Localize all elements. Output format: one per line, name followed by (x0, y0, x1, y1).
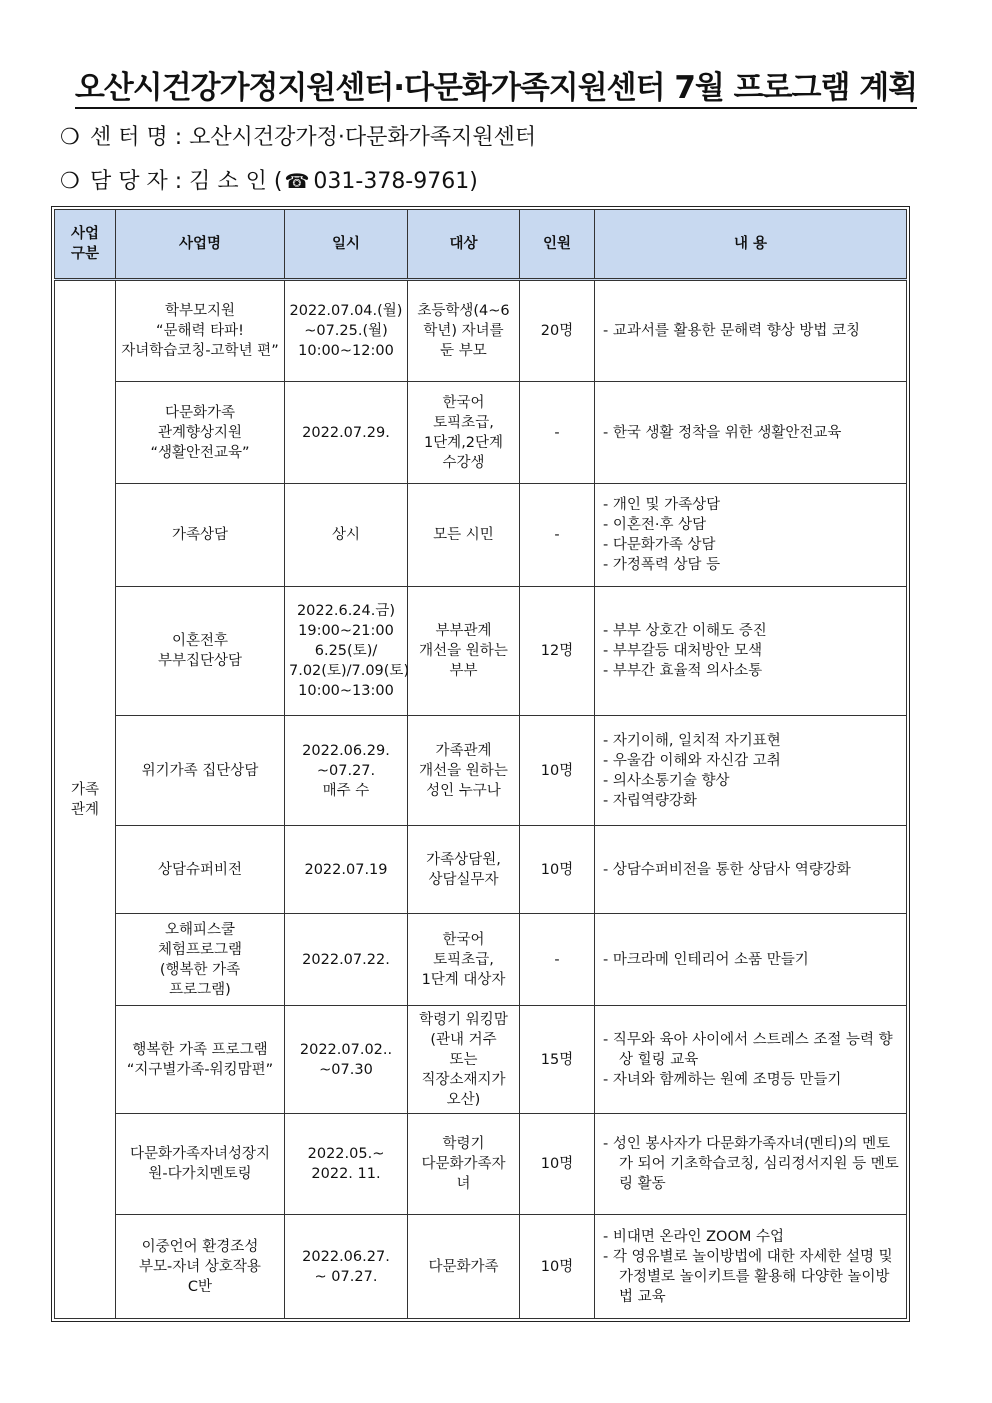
content-item: - 다문화가족 상담 (603, 537, 716, 553)
content-item: - 부부간 효율적 의사소통 (603, 663, 763, 679)
header-content: 내 용 (595, 210, 907, 280)
content-cell (595, 484, 907, 587)
program-name-cell: 가족상담 (116, 484, 285, 587)
content-item: - 직무와 육아 사이에서 스트레스 조절 능력 향상 힐링 교육 (603, 1031, 893, 1068)
page-title: 오산시건강가정지원센터·다문화가족지원센터 7월 프로그램 계획 (0, 62, 992, 107)
target-cell: 초등학생(4~6 학년) 자녀를 둔 부모 (408, 280, 520, 382)
content-cell (595, 826, 907, 914)
content-cell (595, 1114, 907, 1215)
content-item: - 우울감 이해와 자신감 고취 (603, 752, 781, 769)
manager-line (60, 164, 478, 195)
count-cell: 10명 (520, 1114, 595, 1215)
header-program-name: 사업명 (116, 210, 285, 280)
manager-name: 담 당 자 : 김 소 인 ( (90, 169, 283, 194)
count-cell: 10명 (520, 826, 595, 914)
program-name-cell: 다문화가족 관계향상지원 “생활안전교육” (116, 382, 285, 484)
header-target: 대상 (408, 210, 520, 280)
date-cell: 2022.06.29. ~07.27. 매주 수 (285, 716, 408, 826)
category-cell: 가족 관계 (55, 280, 116, 1319)
circle-bullet-icon: ❍ (60, 169, 80, 194)
program-name-cell: 오해피스쿨 체험프로그램 (행복한 가족 프로그램) (116, 914, 285, 1006)
content-item: - 성인 봉사자가 다문화가족자녀(멘티)의 멘토가 되어 기초학습코칭, 심리정서지원 등 멘토링 활동 (603, 1136, 899, 1192)
date-cell: 2022.05.~ 2022. 11. (285, 1114, 408, 1215)
target-cell: 학령기 다문화가족자 녀 (408, 1114, 520, 1215)
target-cell: 한국어 토픽초급, 1단계 대상자 (408, 914, 520, 1006)
count-cell: 10명 (520, 1215, 595, 1319)
target-cell: 부부관계 개선을 원하는 부부 (408, 587, 520, 716)
table-row (55, 1006, 907, 1114)
count-cell: 10명 (520, 716, 595, 826)
date-cell: 상시 (285, 484, 408, 587)
target-cell: 학령기 워킹맘 (관내 거주 또는 직장소재지가 오산) (408, 1006, 520, 1114)
content-item: - 가정폭력 상담 등 (603, 557, 721, 573)
count-cell: 20명 (520, 280, 595, 382)
content-item: - 자립역량강화 (603, 792, 697, 809)
table-row (55, 280, 907, 382)
date-cell: 2022.6.24.금) 19:00~21:00 6.25(토)/ 7.02(토)/7.09(토) 10:00~13:00 (285, 587, 408, 716)
count-cell: 15명 (520, 1006, 595, 1114)
table-row (55, 1215, 907, 1319)
count-cell: - (520, 484, 595, 587)
target-cell: 다문화가족 (408, 1215, 520, 1319)
date-cell: 2022.07.02.. ~07.30 (285, 1006, 408, 1114)
content-item: - 상담수퍼비전을 통한 상담사 역량강화 (603, 861, 851, 878)
date-cell: 2022.07.22. (285, 914, 408, 1006)
table-row (55, 587, 907, 716)
content-item: - 자녀와 함께하는 원예 조명등 만들기 (603, 1071, 842, 1088)
content-cell (595, 382, 907, 484)
content-item: - 자기이해, 일치적 자기표현 (603, 732, 781, 749)
table-body (55, 280, 907, 1319)
center-name-line (60, 120, 536, 151)
count-cell: - (520, 914, 595, 1006)
center-name: 센 터 명 : 오산시건강가정·다문화가족지원센터 (90, 125, 537, 150)
table-row (55, 826, 907, 914)
program-name-cell: 다문화가족자녀성장지 원-다가치멘토링 (116, 1114, 285, 1215)
content-item: - 부부갈등 대처방안 모색 (603, 643, 763, 659)
table-row (55, 1114, 907, 1215)
content-item: - 비대면 온라인 ZOOM 수업 (603, 1228, 784, 1245)
content-cell (595, 1006, 907, 1114)
manager-phone: 031-378-9761) (313, 169, 478, 194)
table-row (55, 382, 907, 484)
content-item: - 개인 및 가족상담 (603, 497, 721, 513)
count-cell: - (520, 382, 595, 484)
date-cell: 2022.07.19 (285, 826, 408, 914)
program-name-cell: 위기가족 집단상담 (116, 716, 285, 826)
header-category: 사업 구분 (55, 210, 116, 280)
count-cell: 12명 (520, 587, 595, 716)
header-count: 인원 (520, 210, 595, 280)
content-cell (595, 914, 907, 1006)
program-name-cell: 상담슈퍼비전 (116, 826, 285, 914)
table-row (55, 484, 907, 587)
program-name-cell: 학부모지원 “문해력 타파! 자녀학습코칭-고학년 편” (116, 280, 285, 382)
circle-bullet-icon: ❍ (60, 125, 80, 150)
content-item: - 부부 상호간 이해도 증진 (603, 623, 767, 639)
target-cell: 가족상담원, 상담실무자 (408, 826, 520, 914)
header-date: 일시 (285, 210, 408, 280)
table-row (55, 716, 907, 826)
program-name-cell: 이혼전후 부부집단상담 (116, 587, 285, 716)
content-item: - 의사소통기술 향상 (603, 772, 730, 789)
date-cell: 2022.07.04.(월) ~07.25.(월) 10:00~12:00 (285, 280, 408, 382)
table-header-row (55, 210, 907, 280)
target-cell: 가족관계 개선을 원하는 성인 누구나 (408, 716, 520, 826)
program-name-cell: 행복한 가족 프로그램 “지구별가족-워킹맘편” (116, 1006, 285, 1114)
program-table-frame (51, 206, 910, 1322)
content-cell (595, 1215, 907, 1319)
content-cell (595, 280, 907, 382)
date-cell: 2022.07.29. (285, 382, 408, 484)
content-item: - 한국 생활 정착을 위한 생활안전교육 (603, 424, 842, 441)
program-name-cell: 이중언어 환경조성 부모-자녀 상호작용 C반 (116, 1215, 285, 1319)
content-item: - 교과서를 활용한 문해력 향상 방법 코칭 (603, 323, 860, 339)
table-row (55, 914, 907, 1006)
content-cell (595, 587, 907, 716)
target-cell: 한국어 토픽초급, 1단계,2단계 수강생 (408, 382, 520, 484)
phone-icon: ☎ (284, 169, 310, 193)
target-cell: 모든 시민 (408, 484, 520, 587)
content-item: - 각 영유별로 놀이방법에 대한 자세한 설명 및 가정별로 놀이키트를 활용해 다양한 놀이방법 교육 (603, 1248, 893, 1305)
date-cell: 2022.06.27. ~ 07.27. (285, 1215, 408, 1319)
content-item: - 이혼전·후 상담 (603, 517, 707, 533)
content-item: - 마크라메 인테리어 소품 만들기 (603, 951, 809, 968)
program-table (54, 209, 907, 1319)
content-cell (595, 716, 907, 826)
